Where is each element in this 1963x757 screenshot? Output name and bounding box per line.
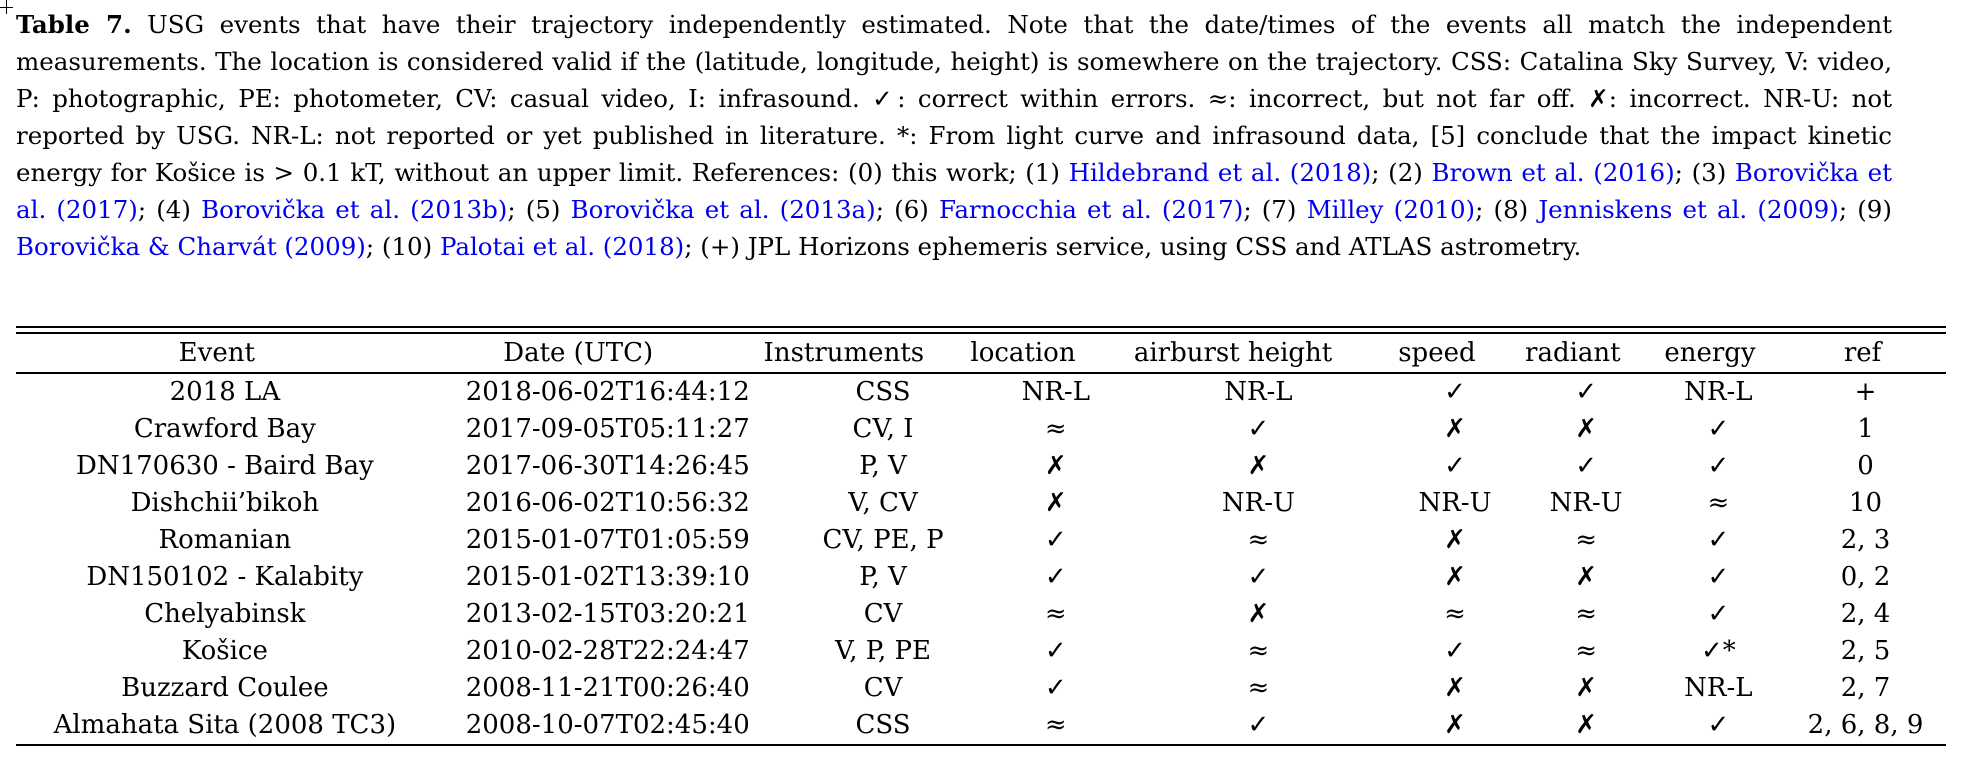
table-cell: Košice	[181, 636, 268, 666]
table-bottom-rule	[16, 744, 1946, 746]
table-cell: 10	[1848, 488, 1883, 518]
table-cell: 2018 LA	[169, 377, 281, 407]
table-cell: 2, 4	[1840, 599, 1891, 629]
table-cell: ✓	[1707, 599, 1730, 629]
table-row	[16, 374, 1946, 411]
table-cell: ✗	[1444, 414, 1466, 444]
table-cell: ✗	[1044, 451, 1067, 481]
header-cell: ref	[1843, 338, 1882, 368]
table-cell: NR-U	[1549, 488, 1623, 518]
caption-text: ; (10)	[365, 232, 440, 261]
table-cell: ✗	[1044, 488, 1067, 518]
caption-text: USG events that have their trajectory independently estimated. Note that the date/times of the events all match the independent measurements. The location is considered valid if the (latitude, longitude, height) is somewhere on the trajectory. CSS: Catalina Sky Survey, V: video, P: photographic, PE: photometer, CV: casual video, I: infrasound. ✓: correct within errors. ≈: incorrect, but not far off. ✗: incorrect. NR-U: not reported by USG. NR-L: not reported or yet published in literature. *: From light curve and infrasound data, [5] conclude that the impact kinetic energy for Košice is > 0.1 kT, without an upper limit. References: (0) this work; (1)	[16, 10, 1892, 187]
citation-link[interactable]: Farnocchia et al. (2017)	[938, 195, 1244, 224]
table-cell: ✗	[1575, 673, 1597, 703]
table-row	[16, 522, 1946, 559]
table-cell: 2, 6, 8, 9	[1807, 710, 1924, 740]
caption-text: ; (3)	[1674, 158, 1735, 187]
caption-text: ; (+) JPL Horizons ephemeris service, using CSS and ATLAS astrometry.	[684, 232, 1582, 261]
table-cell: ≈	[1707, 488, 1730, 518]
table-cell: 2015-01-07T01:05:59	[465, 525, 750, 555]
table-cell: ✓	[1707, 710, 1730, 740]
caption-text: ; (8)	[1475, 195, 1539, 224]
citation-link[interactable]: Milley (2010)	[1306, 195, 1476, 224]
table-cell: NR-L	[1684, 673, 1753, 703]
table-cell: P, V	[859, 562, 907, 592]
table-cell: ✗	[1575, 414, 1597, 444]
table-row	[16, 559, 1946, 596]
table-cell: 1	[1857, 414, 1874, 444]
table-cell: ✓	[1707, 525, 1730, 555]
caption-text: ; (9)	[1838, 195, 1892, 224]
table-cell: 2013-02-15T03:20:21	[465, 599, 750, 629]
table-cell: ✓	[1444, 636, 1466, 666]
table-cell: ≈	[1044, 599, 1067, 629]
table-cell: 0, 2	[1840, 562, 1891, 592]
table-cell: V, CV	[848, 488, 918, 518]
table-row	[16, 411, 1946, 448]
table-cell: 2010-02-28T22:24:47	[465, 636, 750, 666]
table-cell: ✗	[1575, 710, 1597, 740]
table-cell: ✓	[1247, 414, 1270, 444]
table-cell: ✗	[1444, 673, 1466, 703]
table-cell: P, V	[859, 451, 907, 481]
caption-text: ; (7)	[1243, 195, 1307, 224]
table-cell: 2, 5	[1840, 636, 1891, 666]
citation-link[interactable]: Borovička et al. (2013a)	[570, 195, 876, 224]
table-cell: ≈	[1575, 525, 1597, 555]
citation-link[interactable]: Jenniskens et al. (2009)	[1538, 195, 1839, 224]
table-caption	[16, 6, 1892, 265]
table-cell: ✓	[1044, 525, 1067, 555]
table-cell: ✓	[1444, 377, 1466, 407]
table-cell: ✗	[1247, 599, 1270, 629]
table-cell: ✓	[1044, 636, 1067, 666]
table-cell: NR-U	[1221, 488, 1295, 518]
caption-text: ; (2)	[1371, 158, 1432, 187]
citation-link[interactable]: Borovička et al. (2017)	[16, 158, 1892, 224]
events-table	[16, 326, 1946, 746]
table-cell: ✓	[1575, 451, 1597, 481]
table-cell: ✓	[1044, 673, 1067, 703]
caption-label: Table 7.	[16, 10, 132, 39]
table-row	[16, 485, 1946, 522]
header-cell: radiant	[1525, 338, 1621, 368]
table-cell: 2008-11-21T00:26:40	[465, 673, 750, 703]
table-cell: ≈	[1247, 636, 1270, 666]
citation-link[interactable]: Borovička & Charvát (2009)	[16, 232, 366, 261]
citation-link[interactable]: Hildebrand et al. (2018)	[1068, 158, 1372, 187]
table-cell: 2008-10-07T02:45:40	[465, 710, 750, 740]
corner-crosshair-mark	[0, 0, 14, 14]
table-cell: ✗	[1444, 525, 1466, 555]
table-cell: ✓	[1707, 451, 1730, 481]
header-cell: Event	[178, 338, 255, 368]
table-row	[16, 633, 1946, 670]
table-cell: ✗	[1444, 710, 1466, 740]
table-row	[16, 448, 1946, 485]
table-cell: NR-L	[1684, 377, 1753, 407]
table-cell: 2016-06-02T10:56:32	[465, 488, 750, 518]
table-cell: Dishchii’bikoh	[130, 488, 320, 518]
caption-text: ; (4)	[137, 195, 202, 224]
table-cell: ≈	[1044, 414, 1067, 444]
citation-link[interactable]: Palotai et al. (2018)	[439, 232, 685, 261]
caption-text: ; (5)	[507, 195, 571, 224]
table-cell: V, P, PE	[835, 636, 932, 666]
header-cell: Instruments	[763, 338, 925, 368]
table-cell: 2015-01-02T13:39:10	[465, 562, 750, 592]
table-cell: CV	[863, 673, 903, 703]
table-cell: ≈	[1247, 525, 1270, 555]
table-cell: Crawford Bay	[133, 414, 316, 444]
table-cell: ✓	[1707, 414, 1730, 444]
table-cell: CSS	[855, 710, 911, 740]
table-cell: NR-U	[1418, 488, 1492, 518]
table-row	[16, 596, 1946, 633]
table-cell: 2, 3	[1840, 525, 1891, 555]
table-cell: ✗	[1444, 562, 1466, 592]
table-row	[16, 670, 1946, 707]
table-cell: NR-L	[1021, 377, 1090, 407]
table-row	[16, 707, 1946, 744]
table-cell: ✗	[1575, 562, 1597, 592]
table-cell: 2018-06-02T16:44:12	[465, 377, 750, 407]
table-cell: DN170630 - Baird Bay	[76, 451, 374, 481]
table-cell: Chelyabinsk	[144, 599, 306, 629]
citation-link[interactable]: Brown et al. (2016)	[1431, 158, 1675, 187]
table-cell: ≈	[1044, 710, 1067, 740]
caption-text: ; (6)	[875, 195, 939, 224]
table-cell: ✓	[1575, 377, 1597, 407]
table-cell: 2, 7	[1840, 673, 1891, 703]
table-cell: 2017-06-30T14:26:45	[465, 451, 750, 481]
table-cell: ✓	[1707, 562, 1730, 592]
table-cell: Romanian	[158, 525, 292, 555]
table-cell: NR-L	[1224, 377, 1293, 407]
table-cell: CV, I	[852, 414, 914, 444]
table-cell: ✗	[1247, 451, 1270, 481]
citation-link[interactable]: Borovička et al. (2013b)	[201, 195, 508, 224]
table-cell: CV	[863, 599, 903, 629]
table-cell: ≈	[1575, 636, 1597, 666]
header-cell: airburst height	[1133, 338, 1333, 368]
header-cell: energy	[1664, 338, 1756, 368]
table-cell: CV, PE, P	[822, 525, 944, 555]
table-cell: 0	[1857, 451, 1874, 481]
header-row	[16, 334, 1946, 372]
table-cell: ≈	[1444, 599, 1466, 629]
table-cell: ≈	[1247, 673, 1270, 703]
table-cell: Almahata Sita (2008 TC3)	[53, 710, 397, 740]
table-cell: ✓*	[1700, 636, 1736, 666]
table-cell: ✓	[1444, 451, 1466, 481]
table-body	[16, 374, 1946, 744]
table-cell: +	[1854, 377, 1877, 407]
header-cell: Date (UTC)	[503, 338, 654, 368]
table-cell: ✓	[1044, 562, 1067, 592]
table-cell: ✓	[1247, 710, 1270, 740]
header-cell: location	[970, 338, 1076, 368]
table-cell: Buzzard Coulee	[121, 673, 329, 703]
table-cell: ✓	[1247, 562, 1270, 592]
table-cell: ≈	[1575, 599, 1597, 629]
table-cell: CSS	[855, 377, 911, 407]
header-cell: speed	[1398, 338, 1476, 368]
table-cell: DN150102 - Kalabity	[86, 562, 364, 592]
table-cell: 2017-09-05T05:11:27	[465, 414, 750, 444]
